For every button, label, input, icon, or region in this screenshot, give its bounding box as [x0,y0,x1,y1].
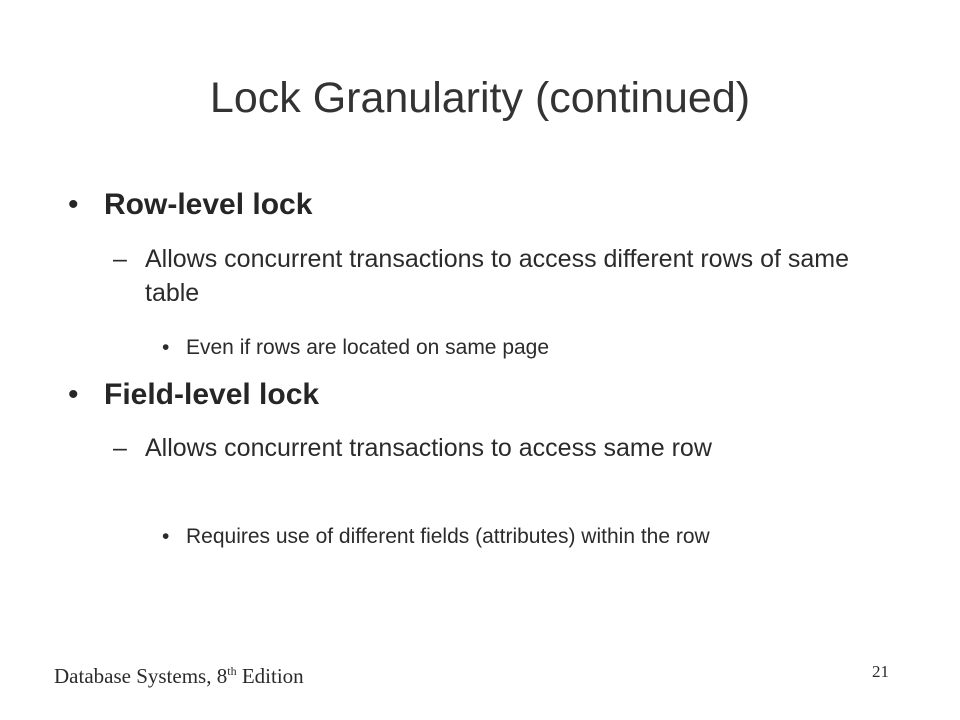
sub-bullet-text: Allows concurrent transactions to access same row [145,434,712,462]
slide-title: Lock Granularity (continued) [209,74,751,122]
dash-icon: – [113,245,127,273]
bullet-label: Row-level lock [104,188,313,221]
sub-sub-bullet-text: Requires use of different fields (attributes) within the row [186,525,710,548]
bullet-label: Field-level lock [104,378,320,411]
sub-sub-bullet-text: Even if rows are located on same page [186,336,550,359]
bullet-dot-icon: • [68,188,79,221]
footer-book-suffix: Edition [236,664,304,688]
footer-book-sup: th [227,664,237,678]
bullet-dot-icon: • [162,525,170,548]
dash-icon: – [113,434,127,462]
footer-book-title [54,664,304,689]
bullet-dot-icon: • [68,378,79,411]
sub-bullet-text: Allows concurrent transactions to access different rows of same table [145,245,850,307]
bullet-dot-icon: • [162,336,170,359]
page-number: 21 [872,662,889,681]
footer-book-prefix: Database Systems, 8 [54,664,228,688]
